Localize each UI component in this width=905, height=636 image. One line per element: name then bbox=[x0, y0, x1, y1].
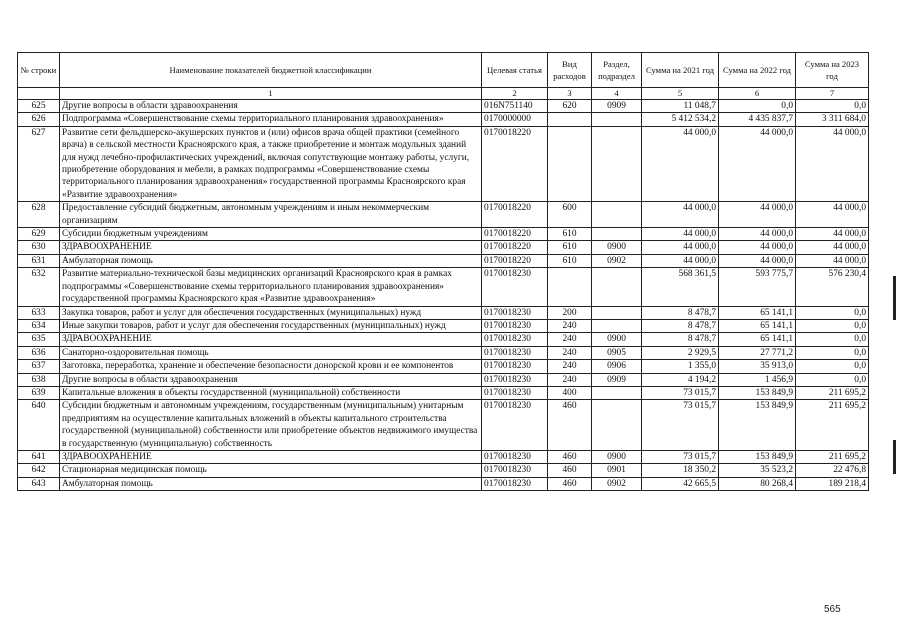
sum-2021-cell: 73 015,7 bbox=[642, 386, 719, 399]
indicator-name-cell: Амбулаторная помощь bbox=[60, 254, 482, 267]
section-cell: 0900 bbox=[592, 450, 642, 463]
table-row bbox=[18, 450, 869, 463]
sum-2022-cell: 65 141,1 bbox=[719, 319, 796, 332]
expense-type-cell: 240 bbox=[548, 373, 592, 386]
sum-2021-cell: 73 015,7 bbox=[642, 450, 719, 463]
table-row bbox=[18, 100, 869, 113]
expense-type-cell: 200 bbox=[548, 306, 592, 319]
table-row bbox=[18, 386, 869, 399]
target-article-cell: 0170018230 bbox=[482, 464, 548, 477]
sum-2023-cell: 44 000,0 bbox=[796, 241, 869, 254]
section-cell bbox=[592, 202, 642, 228]
sum-2022-cell: 44 000,0 bbox=[719, 126, 796, 201]
target-article-cell: 0170018220 bbox=[482, 228, 548, 241]
sum-2021-cell: 1 355,0 bbox=[642, 360, 719, 373]
sum-2022-cell: 153 849,9 bbox=[719, 450, 796, 463]
section-cell: 0902 bbox=[592, 477, 642, 490]
target-article-cell: 0170018230 bbox=[482, 319, 548, 332]
indicator-name-cell: Развитие сети фельдшерско-акушерских пунктов и (или) офисов врача общей практики (семейного врача) в сельской местности Красноярского края, а также приобретение и монтаж модульных зданий для нужд лечебно-профилактических учреждений, включая сопутствующие монтажу работы, услуги, приобретение оборудования и мебели, в рамках подпрограммы «Совершенствование схемы территориального планирования здравоохранения» государственной программы Красноярского края «Развитие здравоохранения» bbox=[60, 126, 482, 201]
target-article-cell: 0170018230 bbox=[482, 333, 548, 346]
section-cell bbox=[592, 400, 642, 451]
sum-2021-cell: 44 000,0 bbox=[642, 126, 719, 201]
expense-type-cell bbox=[548, 268, 592, 306]
header-row bbox=[18, 53, 869, 88]
sum-2021-cell: 44 000,0 bbox=[642, 254, 719, 267]
indicator-name-cell: Амбулаторная помощь bbox=[60, 477, 482, 490]
section-cell bbox=[592, 306, 642, 319]
target-article-cell: 0170018230 bbox=[482, 306, 548, 319]
table-row bbox=[18, 306, 869, 319]
indicator-name-cell: Субсидии бюджетным учреждениям bbox=[60, 228, 482, 241]
sum-2022-cell: 27 771,2 bbox=[719, 346, 796, 359]
indicator-name-cell: Стационарная медицинская помощь bbox=[60, 464, 482, 477]
indicator-name-cell: Предоставление субсидий бюджетным, автономным учреждениям и иным некоммерческим организациям bbox=[60, 202, 482, 228]
target-article-cell: 0170018230 bbox=[482, 450, 548, 463]
indicator-name-cell: Другие вопросы в области здравоохранения bbox=[60, 373, 482, 386]
sum-2023-cell: 44 000,0 bbox=[796, 202, 869, 228]
section-cell bbox=[592, 319, 642, 332]
row-number-cell: 626 bbox=[18, 113, 60, 126]
section-cell: 0909 bbox=[592, 100, 642, 113]
row-number-cell: 638 bbox=[18, 373, 60, 386]
sum-2022-cell: 80 268,4 bbox=[719, 477, 796, 490]
sum-2022-cell: 153 849,9 bbox=[719, 386, 796, 399]
row-number-cell: 636 bbox=[18, 346, 60, 359]
table-row bbox=[18, 477, 869, 490]
sum-2023-cell: 189 218,4 bbox=[796, 477, 869, 490]
row-number-cell: 643 bbox=[18, 477, 60, 490]
sum-2022-cell: 35 913,0 bbox=[719, 360, 796, 373]
section-cell: 0900 bbox=[592, 241, 642, 254]
target-article-cell: 0170018230 bbox=[482, 268, 548, 306]
indicator-name-cell: ЗДРАВООХРАНЕНИЕ bbox=[60, 241, 482, 254]
section-cell bbox=[592, 113, 642, 126]
table-row bbox=[18, 228, 869, 241]
target-article-cell: 0170018220 bbox=[482, 241, 548, 254]
column-index: 5 bbox=[642, 88, 719, 100]
section-cell: 0901 bbox=[592, 464, 642, 477]
expense-type-cell: 610 bbox=[548, 254, 592, 267]
sum-2022-cell: 44 000,0 bbox=[719, 241, 796, 254]
sum-2022-cell: 0,0 bbox=[719, 100, 796, 113]
table-row bbox=[18, 360, 869, 373]
table-row bbox=[18, 241, 869, 254]
sum-2021-cell: 44 000,0 bbox=[642, 241, 719, 254]
target-article-cell: 0170018230 bbox=[482, 400, 548, 451]
section-cell bbox=[592, 126, 642, 201]
header-row-number: № строки bbox=[18, 53, 60, 88]
page-number: 565 bbox=[824, 604, 841, 615]
row-number-cell: 641 bbox=[18, 450, 60, 463]
table-row bbox=[18, 254, 869, 267]
table-row bbox=[18, 464, 869, 477]
expense-type-cell: 240 bbox=[548, 360, 592, 373]
row-number-cell: 628 bbox=[18, 202, 60, 228]
header-indicator-name: Наименование показателей бюджетной классификации bbox=[60, 53, 482, 88]
sum-2023-cell: 0,0 bbox=[796, 333, 869, 346]
section-cell: 0906 bbox=[592, 360, 642, 373]
sum-2022-cell: 65 141,1 bbox=[719, 333, 796, 346]
sum-2022-cell: 35 523,2 bbox=[719, 464, 796, 477]
table-body bbox=[18, 100, 869, 491]
expense-type-cell: 460 bbox=[548, 477, 592, 490]
expense-type-cell: 240 bbox=[548, 319, 592, 332]
row-number-cell: 627 bbox=[18, 126, 60, 201]
indicator-name-cell: ЗДРАВООХРАНЕНИЕ bbox=[60, 450, 482, 463]
sum-2021-cell: 44 000,0 bbox=[642, 228, 719, 241]
sum-2023-cell: 44 000,0 bbox=[796, 126, 869, 201]
table-row bbox=[18, 346, 869, 359]
header-sum-2023: Сумма на 2023 год bbox=[796, 53, 869, 88]
column-index: 3 bbox=[548, 88, 592, 100]
budget-sheet bbox=[17, 52, 869, 491]
sum-2021-cell: 4 194,2 bbox=[642, 373, 719, 386]
sum-2023-cell: 0,0 bbox=[796, 306, 869, 319]
expense-type-cell bbox=[548, 126, 592, 201]
sum-2023-cell: 0,0 bbox=[796, 360, 869, 373]
column-index: 7 bbox=[796, 88, 869, 100]
column-index: 6 bbox=[719, 88, 796, 100]
expense-type-cell: 610 bbox=[548, 228, 592, 241]
header-sum-2021: Сумма на 2021 год bbox=[642, 53, 719, 88]
target-article-cell: 0170018230 bbox=[482, 360, 548, 373]
indicator-name-cell: Иные закупки товаров, работ и услуг для обеспечения государственных (муниципальных) нужд bbox=[60, 319, 482, 332]
expense-type-cell: 460 bbox=[548, 400, 592, 451]
indicator-name-cell: Закупка товаров, работ и услуг для обеспечения государственных (муниципальных) нужд bbox=[60, 306, 482, 319]
target-article-cell: 0170018230 bbox=[482, 386, 548, 399]
expense-type-cell: 240 bbox=[548, 346, 592, 359]
expense-type-cell: 240 bbox=[548, 333, 592, 346]
table-row bbox=[18, 319, 869, 332]
column-index: 4 bbox=[592, 88, 642, 100]
row-number-cell: 642 bbox=[18, 464, 60, 477]
sum-2023-cell: 211 695,2 bbox=[796, 386, 869, 399]
sum-2021-cell: 8 478,7 bbox=[642, 306, 719, 319]
indicator-name-cell: Подпрограмма «Совершенствование схемы территориального планирования здравоохранения» bbox=[60, 113, 482, 126]
sum-2021-cell: 8 478,7 bbox=[642, 333, 719, 346]
sum-2023-cell: 576 230,4 bbox=[796, 268, 869, 306]
indicator-name-cell: Санаторно-оздоровительная помощь bbox=[60, 346, 482, 359]
sum-2023-cell: 0,0 bbox=[796, 346, 869, 359]
sum-2022-cell: 44 000,0 bbox=[719, 202, 796, 228]
sum-2021-cell: 73 015,7 bbox=[642, 400, 719, 451]
section-cell: 0909 bbox=[592, 373, 642, 386]
target-article-cell: 0170018230 bbox=[482, 477, 548, 490]
sum-2021-cell: 8 478,7 bbox=[642, 319, 719, 332]
target-article-cell: 0170018230 bbox=[482, 346, 548, 359]
sum-2023-cell: 0,0 bbox=[796, 319, 869, 332]
row-number-cell: 625 bbox=[18, 100, 60, 113]
sum-2023-cell: 44 000,0 bbox=[796, 228, 869, 241]
row-number-cell: 631 bbox=[18, 254, 60, 267]
table-row bbox=[18, 113, 869, 126]
table-row bbox=[18, 333, 869, 346]
indicator-name-cell: Субсидии бюджетным и автономным учреждениям, государственным (муниципальным) унитарным предприятиям на осуществление капитальных вложений в объекты капитального строительства государственной (муниципальной) собственности или приобретение объектов недвижимого имущества в государственную (муниципальную) собственность bbox=[60, 400, 482, 451]
sum-2021-cell: 568 361,5 bbox=[642, 268, 719, 306]
table-row bbox=[18, 202, 869, 228]
header-expense-type: Вид расходов bbox=[548, 53, 592, 88]
section-cell: 0902 bbox=[592, 254, 642, 267]
indicator-name-cell: Развитие материально-технической базы медицинских организаций Красноярского края в рамках подпрограммы «Совершенствование схемы территориального планирования здравоохранения» государственной программы Красноярского края «Развитие здравоохранения» bbox=[60, 268, 482, 306]
row-number-cell: 632 bbox=[18, 268, 60, 306]
sum-2023-cell: 0,0 bbox=[796, 100, 869, 113]
budget-table bbox=[17, 52, 869, 491]
expense-type-cell: 610 bbox=[548, 241, 592, 254]
target-article-cell: 0170018220 bbox=[482, 126, 548, 201]
sum-2023-cell: 211 695,2 bbox=[796, 400, 869, 451]
row-number-cell: 634 bbox=[18, 319, 60, 332]
table-row bbox=[18, 400, 869, 451]
expense-type-cell: 460 bbox=[548, 464, 592, 477]
sum-2021-cell: 11 048,7 bbox=[642, 100, 719, 113]
sum-2022-cell: 65 141,1 bbox=[719, 306, 796, 319]
table-row bbox=[18, 268, 869, 306]
expense-type-cell: 600 bbox=[548, 202, 592, 228]
section-cell bbox=[592, 268, 642, 306]
indicator-name-cell: Заготовка, переработка, хранение и обеспечение безопасности донорской крови и ее компонентов bbox=[60, 360, 482, 373]
column-index-row bbox=[18, 88, 869, 100]
header-sum-2022: Сумма на 2022 год bbox=[719, 53, 796, 88]
expense-type-cell: 400 bbox=[548, 386, 592, 399]
target-article-cell: 0170000000 bbox=[482, 113, 548, 126]
column-index: 2 bbox=[482, 88, 548, 100]
section-cell: 0900 bbox=[592, 333, 642, 346]
target-article-cell: 0170018220 bbox=[482, 202, 548, 228]
sum-2021-cell: 42 665,5 bbox=[642, 477, 719, 490]
row-number-cell: 637 bbox=[18, 360, 60, 373]
column-index-blank bbox=[18, 88, 60, 100]
target-article-cell: 0170018230 bbox=[482, 373, 548, 386]
scan-edge-mark bbox=[893, 440, 896, 474]
sum-2022-cell: 1 456,9 bbox=[719, 373, 796, 386]
sum-2021-cell: 18 350,2 bbox=[642, 464, 719, 477]
sum-2021-cell: 2 929,5 bbox=[642, 346, 719, 359]
indicator-name-cell: Другие вопросы в области здравоохранения bbox=[60, 100, 482, 113]
expense-type-cell: 620 bbox=[548, 100, 592, 113]
sum-2021-cell: 5 412 534,2 bbox=[642, 113, 719, 126]
sum-2023-cell: 44 000,0 bbox=[796, 254, 869, 267]
sum-2023-cell: 3 311 684,0 bbox=[796, 113, 869, 126]
sum-2022-cell: 4 435 837,7 bbox=[719, 113, 796, 126]
sum-2022-cell: 44 000,0 bbox=[719, 254, 796, 267]
indicator-name-cell: ЗДРАВООХРАНЕНИЕ bbox=[60, 333, 482, 346]
target-article-cell: 0170018220 bbox=[482, 254, 548, 267]
row-number-cell: 633 bbox=[18, 306, 60, 319]
section-cell: 0905 bbox=[592, 346, 642, 359]
header-target-article: Целевая статья bbox=[482, 53, 548, 88]
scan-edge-mark bbox=[893, 276, 896, 320]
row-number-cell: 629 bbox=[18, 228, 60, 241]
expense-type-cell: 460 bbox=[548, 450, 592, 463]
row-number-cell: 630 bbox=[18, 241, 60, 254]
expense-type-cell bbox=[548, 113, 592, 126]
row-number-cell: 639 bbox=[18, 386, 60, 399]
target-article-cell: 016N751140 bbox=[482, 100, 548, 113]
table-row bbox=[18, 373, 869, 386]
indicator-name-cell: Капитальные вложения в объекты государственной (муниципальной) собственности bbox=[60, 386, 482, 399]
sum-2021-cell: 44 000,0 bbox=[642, 202, 719, 228]
section-cell bbox=[592, 386, 642, 399]
sum-2022-cell: 44 000,0 bbox=[719, 228, 796, 241]
sum-2023-cell: 22 476,8 bbox=[796, 464, 869, 477]
sum-2023-cell: 0,0 bbox=[796, 373, 869, 386]
header-section: Раздел, подраздел bbox=[592, 53, 642, 88]
table-row bbox=[18, 126, 869, 201]
column-index: 1 bbox=[60, 88, 482, 100]
sum-2023-cell: 211 695,2 bbox=[796, 450, 869, 463]
sum-2022-cell: 593 775,7 bbox=[719, 268, 796, 306]
sum-2022-cell: 153 849,9 bbox=[719, 400, 796, 451]
section-cell bbox=[592, 228, 642, 241]
row-number-cell: 635 bbox=[18, 333, 60, 346]
row-number-cell: 640 bbox=[18, 400, 60, 451]
